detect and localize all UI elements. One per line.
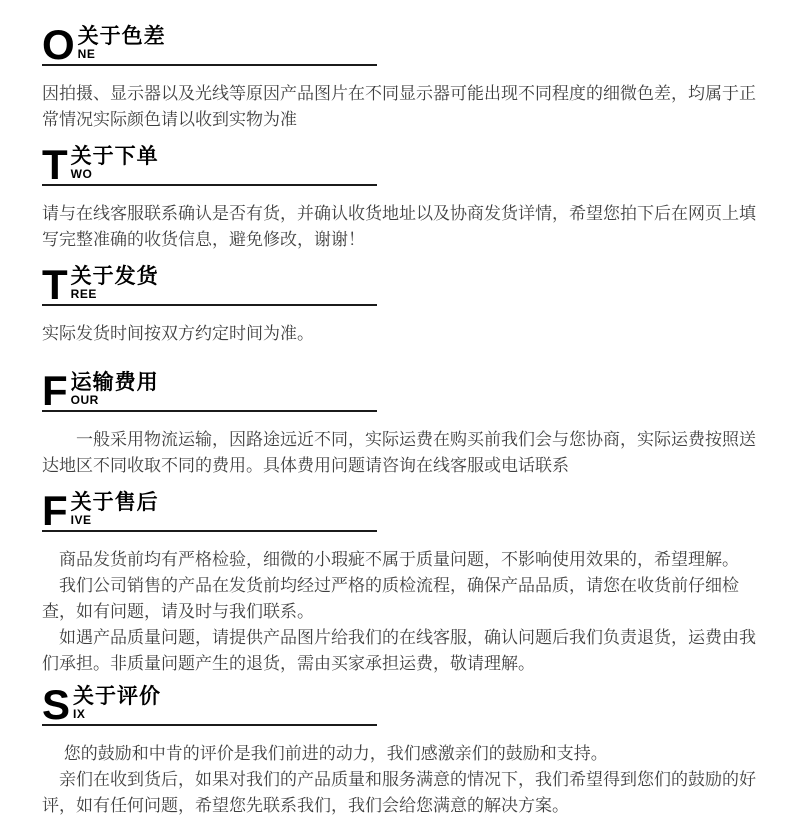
heading-underline <box>42 410 377 412</box>
heading-text-column <box>71 372 159 407</box>
dropcap-letter: S <box>42 681 71 728</box>
heading-text-column <box>71 146 159 181</box>
section-body <box>42 81 769 133</box>
dropcap-letter: O <box>42 21 75 68</box>
paragraph: 请与在线客服联系确认是否有货，并确认收货地址以及协商发货详情，希望您拍下后在网页上填写完整准确的收货信息，避免修改，谢谢！ <box>42 204 756 249</box>
heading-underline <box>42 64 377 66</box>
dropcap-letter-rest: REE <box>70 287 97 301</box>
section-heading <box>42 141 769 188</box>
paragraph: 一般采用物流运输，因路途远近不同，实际运费在购买前我们会与您协商，实际运费按照送达地区不同收取不同的费用。具体费用问题请咨询在线客服或电话联系 <box>42 430 756 475</box>
section-shipping <box>42 261 769 347</box>
section-after-sales <box>42 487 769 677</box>
section-heading <box>42 487 769 534</box>
section-color-difference <box>42 21 769 133</box>
paragraph: 实际发货时间按双方约定时间为准。 <box>42 324 314 343</box>
dropcap-letter: F <box>42 487 68 534</box>
dropcap-letter-rest: OUR <box>70 393 99 407</box>
dropcap-letter: F <box>42 367 68 414</box>
section-title: 关于下单 <box>70 145 159 168</box>
paragraph: 您的鼓励和中肯的评价是我们前进的动力，我们感激亲们的鼓励和支持。 <box>42 744 608 763</box>
section-freight-cost <box>42 367 769 479</box>
section-body <box>42 741 769 819</box>
section-body <box>42 547 769 677</box>
dropcap-letter: T <box>42 141 68 188</box>
heading-text-column <box>71 492 159 527</box>
paragraph: 因拍摄、显示器以及光线等原因产品图片在不同显示器可能出现不同程度的细微色差，均属于正常情况实际颜色请以收到实物为准 <box>42 84 756 129</box>
section-ordering <box>42 141 769 253</box>
section-body <box>42 201 769 253</box>
section-title: 运输费用 <box>70 371 159 394</box>
paragraph: 如遇产品质量问题，请提供产品图片给我们的在线客服，确认问题后我们负责退货，运费由我们承担。非质量问题产生的退货，需由买家承担运费，敬请理解。 <box>42 628 756 673</box>
section-title: 关于色差 <box>77 25 166 48</box>
heading-underline <box>42 724 377 726</box>
paragraph: 我们公司销售的产品在发货前均经过严格的质检流程，确保产品品质，请您在收货前仔细检查，如有问题，请及时与我们联系。 <box>42 576 739 621</box>
dropcap-letter-rest: IVE <box>70 513 92 527</box>
section-heading <box>42 21 769 68</box>
section-title: 关于发货 <box>70 265 159 288</box>
section-reviews <box>42 681 769 819</box>
paragraph: 亲们在收到货后，如果对我们的产品质量和服务满意的情况下，我们希望得到您们的鼓励的好评，如有任何问题，希望您先联系我们，我们会给您满意的解决方案。 <box>42 770 756 815</box>
section-heading <box>42 367 769 414</box>
dropcap-letter-rest: NE <box>77 47 96 61</box>
heading-text-column <box>71 266 159 301</box>
heading-underline <box>42 184 377 186</box>
dropcap-letter: T <box>42 261 68 308</box>
paragraph: 商品发货前均有严格检验，细微的小瑕疵不属于质量问题，不影响使用效果的，希望理解。 <box>42 550 739 569</box>
section-title: 关于评价 <box>73 685 162 708</box>
section-title: 关于售后 <box>70 491 159 514</box>
dropcap-letter-rest: IX <box>73 707 86 721</box>
heading-text-column <box>73 686 161 721</box>
heading-text-column <box>78 26 166 61</box>
heading-underline <box>42 530 377 532</box>
heading-underline <box>42 304 377 306</box>
section-heading <box>42 681 769 728</box>
section-heading <box>42 261 769 308</box>
dropcap-letter-rest: WO <box>70 167 93 181</box>
section-body <box>42 321 769 347</box>
section-body <box>42 427 769 479</box>
